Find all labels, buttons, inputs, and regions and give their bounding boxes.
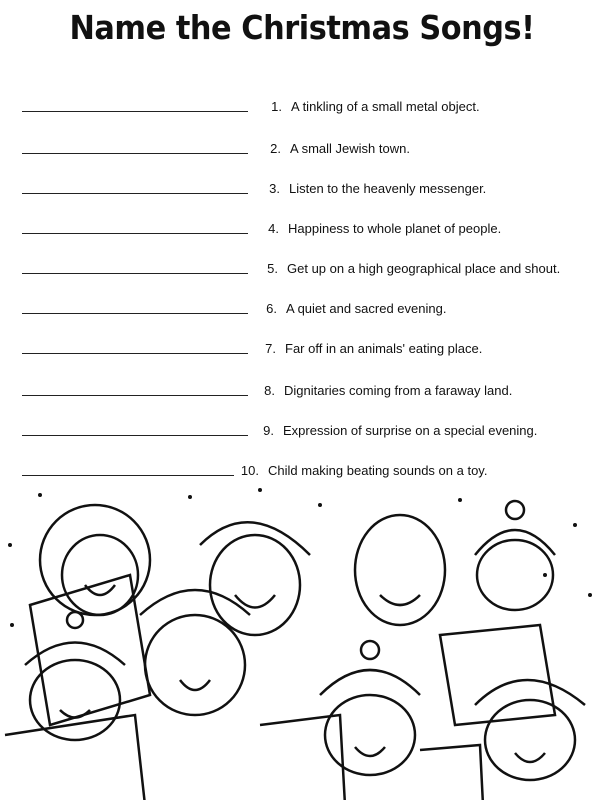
- question-clue: Listen to the heavenly messenger.: [289, 181, 487, 196]
- question-text: [254, 423, 537, 438]
- question-text: [257, 301, 446, 316]
- question-clue: A quiet and sacred evening.: [286, 301, 447, 316]
- question-row: [0, 177, 604, 201]
- answer-blank[interactable]: [22, 193, 248, 194]
- question-row: [0, 257, 604, 281]
- snowflake-dots: [8, 488, 592, 627]
- caroler-boy-center: [140, 590, 250, 715]
- question-number: 10.: [240, 463, 259, 478]
- answer-blank[interactable]: [22, 233, 248, 234]
- question-text: [256, 341, 482, 356]
- question-number: 6.: [266, 301, 277, 316]
- songbook-bottom-left: [5, 715, 483, 800]
- question-text: [258, 261, 560, 276]
- question-clue: A small Jewish town.: [290, 141, 410, 156]
- question-clue: Expression of surprise on a special evening.: [283, 423, 538, 438]
- caroler-hat-woman: [200, 522, 310, 635]
- question-row: [0, 379, 604, 403]
- answer-blank[interactable]: [22, 435, 248, 436]
- question-number: 7.: [265, 341, 276, 356]
- question-text: [261, 141, 410, 156]
- question-row: [0, 459, 604, 483]
- question-text: [255, 383, 512, 398]
- answer-blank[interactable]: [22, 353, 248, 354]
- question-clue: Child making beating sounds on a toy.: [268, 463, 488, 478]
- caroler-girl: [320, 641, 420, 775]
- caroler-boy-right: [475, 680, 585, 780]
- answer-blank[interactable]: [22, 273, 248, 274]
- question-text: [262, 99, 480, 114]
- question-clue: A tinkling of a small metal object.: [291, 99, 480, 114]
- answer-blank[interactable]: [22, 313, 248, 314]
- question-number: 4.: [268, 221, 279, 236]
- question-clue: Happiness to whole planet of people.: [288, 221, 502, 236]
- carolers-illustration: [0, 485, 604, 800]
- question-clue: Dignitaries coming from a faraway land.: [284, 383, 513, 398]
- question-number: 8.: [264, 383, 275, 398]
- caroler-baby: [475, 501, 555, 610]
- question-row: [0, 297, 604, 321]
- question-row: [0, 95, 604, 119]
- question-text: [239, 463, 487, 478]
- question-text: [260, 181, 486, 196]
- caroler-man: [355, 515, 445, 625]
- question-row: [0, 137, 604, 161]
- answer-blank[interactable]: [22, 475, 234, 476]
- question-number: 5.: [267, 261, 278, 276]
- answer-blank[interactable]: [22, 111, 248, 112]
- question-text: [259, 221, 501, 236]
- question-row: [0, 217, 604, 241]
- answer-blank[interactable]: [22, 395, 248, 396]
- question-row: [0, 419, 604, 443]
- question-number: 1.: [271, 99, 282, 114]
- question-number: 9.: [263, 423, 274, 438]
- worksheet-title: Name the Christmas Songs!: [69, 8, 535, 47]
- question-clue: Get up on a high geographical place and shout.: [287, 261, 561, 276]
- question-row: [0, 337, 604, 361]
- question-clue: Far off in an animals' eating place.: [285, 341, 483, 356]
- caroler-boy-left: [25, 612, 125, 740]
- question-number: 2.: [270, 141, 281, 156]
- answer-blank[interactable]: [22, 153, 248, 154]
- songbook-right: [440, 625, 555, 725]
- question-number: 3.: [269, 181, 280, 196]
